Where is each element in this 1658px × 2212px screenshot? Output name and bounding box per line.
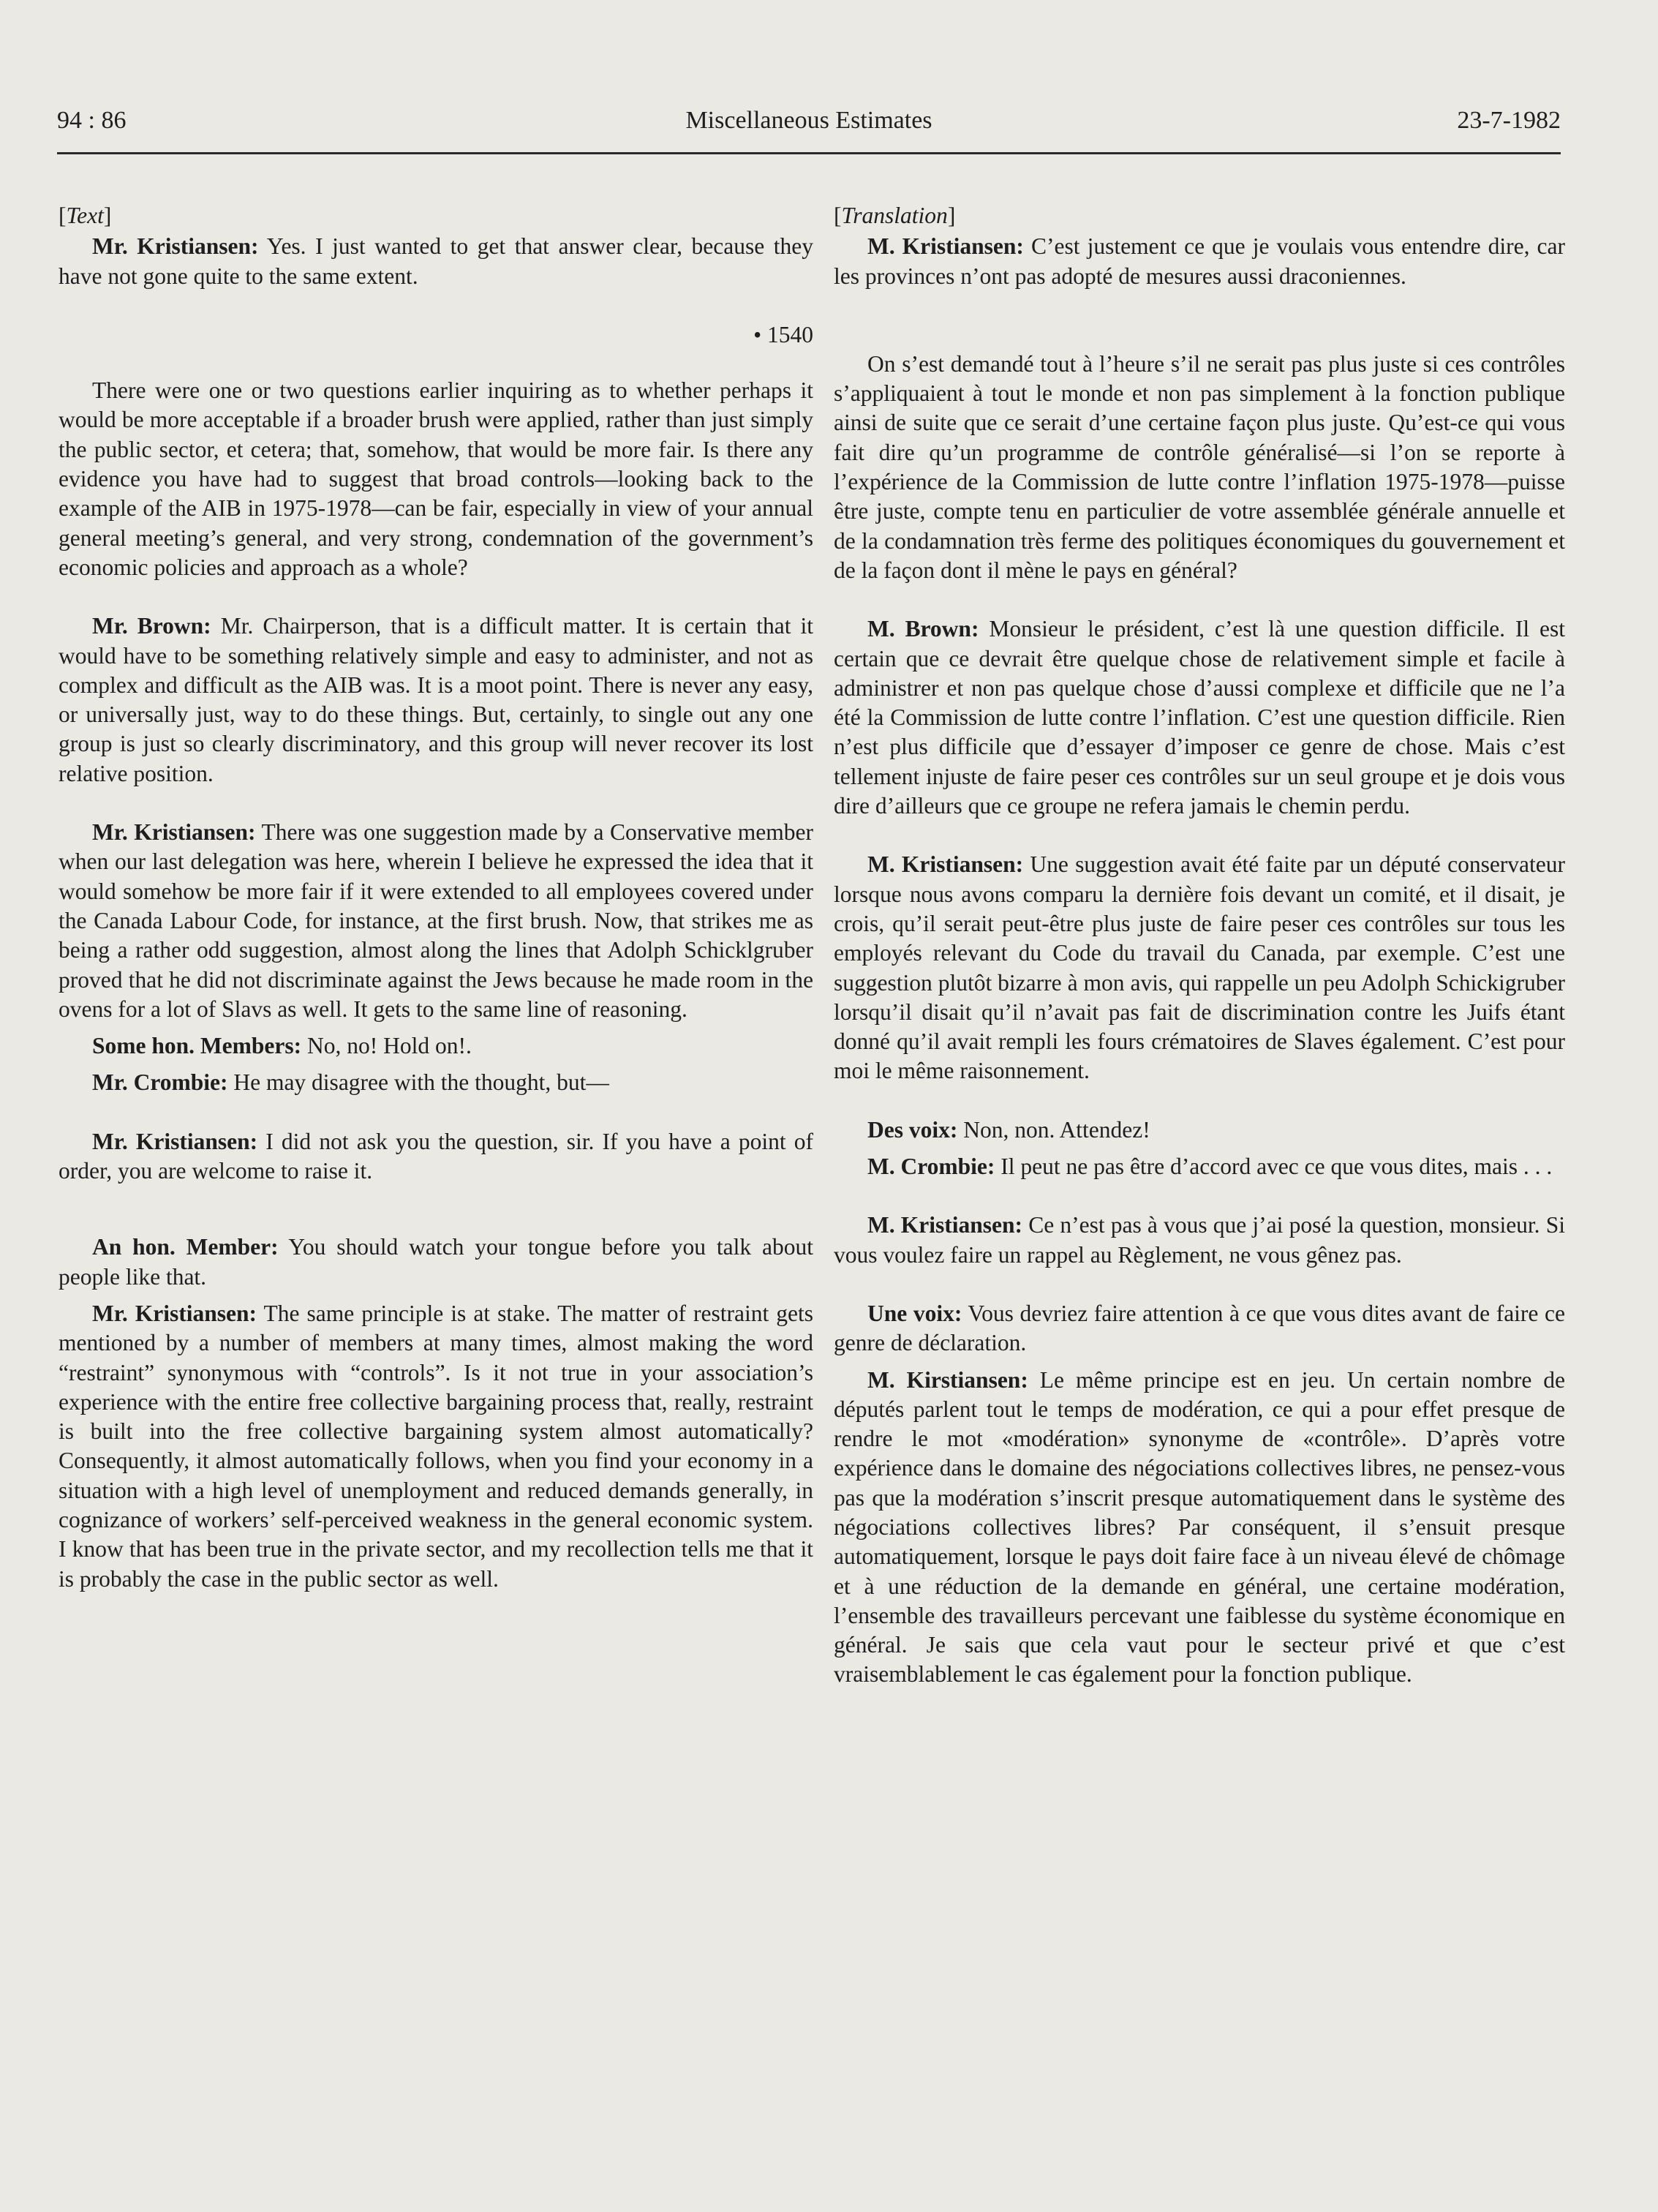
paragraph: [59, 1031, 813, 1061]
speaker: Some hon. Members:: [92, 1033, 302, 1059]
paragraph: [834, 1299, 1565, 1358]
section-label: [Text]: [59, 203, 112, 228]
speech: Il peut ne pas être d’accord avec ce que vous dites, mais . . .: [995, 1154, 1553, 1180]
speaker: Mr. Crombie:: [92, 1069, 228, 1096]
speaker: Une voix:: [867, 1300, 962, 1326]
speech: You should watch your tongue before you talk about people like that.: [59, 1234, 814, 1290]
left-column: [59, 201, 813, 1623]
paragraph: [834, 1116, 1565, 1145]
paragraph: [834, 1211, 1565, 1270]
speaker: Mr. Brown:: [92, 613, 211, 639]
paragraph: [59, 612, 813, 789]
right-column: [834, 201, 1565, 1719]
paragraph: [834, 1366, 1565, 1690]
speaker: M. Crombie:: [867, 1154, 995, 1180]
paragraph: [59, 1299, 813, 1594]
speech: There were one or two questions earlier inquiring as to whether perhaps it would be more acceptable if a broader brush were applied, rather than just simply the public sector, et cetera; that, somehow, that would be more fair. Is there any evidence you have had to suggest that broad controls—looking back to the example of the AIB in 1975-1978—can be fair, especially in view of your annual general meeting’s general, and very strong, condemnation of the government’s economic policies and approach as a whole?: [59, 377, 813, 580]
paragraph: [834, 1152, 1565, 1181]
speech: The same principle is at stake. The matter of restraint gets mentioned by a number of members at many times, almost making the word “restraint” synonymous with “controls”. Is it not true in your association’s experience with the entire free collective bargaining process that, really, restraint is built into the free collective bargaining system almost automatically? Consequently, it almost automatically follows, when you find your economy in a situation with a high level of unemployment and reduced demands generally, in cognizance of workers’ self-perceived weakness in the general economic system. I know that has been true in the private sector, and my recollection tells me that it is probably the case in the public sector as well.: [59, 1300, 813, 1592]
speech: C’est justement ce que je voulais vous entendre dire, car les provinces n’ont pas adopté de mesures aussi draconiennes.: [834, 233, 1566, 289]
speaker: M. Kristiansen:: [867, 851, 1024, 878]
running-header: [57, 107, 1561, 148]
speaker: Mr. Kristiansen:: [92, 819, 256, 846]
speech: There was one suggestion made by a Conservative member when our last delegation was here, wherein I believe he expressed the idea that it would somehow be more fair if it were extended to all employees covered under the Canada Labour Code, for instance, at the first brush. Now, that strikes me as being a rather odd suggestion, almost along the lines that Adolph Schicklgruber proved that he did not discriminate against the Jews because he made room in the ovens for a lot of Slavs as well. It gets to the same line of reasoning.: [59, 819, 814, 1022]
speech: He may disagree with the thought, but—: [227, 1069, 609, 1096]
paragraph: [59, 818, 813, 1024]
speech: Mr. Chairperson, that is a difficult matter. It is certain that it would have to be something relatively simple and easy to administer, and not as complex and difficult as the AIB was. It is a moot point. There is never any easy, or universally just, way to do these things. But, certainly, to single out any one group is just so clearly discriminatory, and this group will never recover its lost relative position.: [59, 613, 814, 786]
header-rule: [57, 152, 1561, 154]
paragraph: [59, 1233, 813, 1292]
speaker: Mr. Kristiansen:: [92, 1128, 258, 1154]
paragraph: [59, 376, 813, 582]
page-number: 94 : 86: [57, 107, 127, 134]
speaker: An hon. Member:: [92, 1234, 279, 1260]
speaker: M. Kirstiansen:: [867, 1366, 1028, 1393]
speech: Monsieur le président, c’est là une question difficile. Il est certain que ce devrait être quelque chose de relativement simple et facile à administrer et non pas quelque chose d’aussi complexe et difficile que ne l’a été la Commission de lutte contre l’inflation. C’est une question difficile. Rien n’est plus difficile que d’essayer d’imposer ce genre de chose. Mais c’est tellement injuste de faire peser ces contrôles sur un seul groupe et je dois vous dire d’ailleurs que ce groupe ne refera jamais le chemin perdu.: [834, 616, 1565, 819]
speech: I did not ask you the question, sir. If you have a point of order, you are welcome to raise it.: [59, 1128, 813, 1184]
paragraph: [834, 850, 1565, 1086]
speaker: Mr. Kristiansen:: [92, 1300, 257, 1326]
speech: Le même principe est en jeu. Un certain nombre de députés parlent tout le temps de modération, ce qui a pour effet presque de rendre le mot «modération» synonyme de «contrôle». D’après votre expérience dans le domaine des négociations collectives libres, ne pensez-vous pas que la modération s’inscrit presque automatiquement dans le système des négociations collectives libres? Par conséquent, il s’ensuit presque automatiquement, lorsque le pays doit faire face à un niveau élevé de chômage et à une réduction de la demande en général, une certaine modération, l’ensemble des travailleurs percevant une faiblesse du système économique en général. Je sais que cela vaut pour le secteur privé et que c’est vraisemblablement le cas également pour la fonction publique.: [834, 1366, 1566, 1688]
time-marker: • 1540: [753, 321, 813, 347]
speech: Yes. I just wanted to get that answer clear, because they have not gone quite to the same extent.: [59, 233, 813, 289]
paragraph: [834, 232, 1565, 291]
paragraph: [59, 1068, 813, 1097]
running-title: Miscellaneous Estimates: [685, 107, 932, 134]
speech: Non, non. Attendez!: [957, 1116, 1150, 1143]
speech: No, no! Hold on!.: [301, 1033, 472, 1059]
speaker: M. Kristiansen:: [867, 1212, 1023, 1238]
section-label: [Translation]: [834, 203, 956, 228]
speaker: M. Kristiansen:: [867, 233, 1024, 260]
speech: Vous devriez faire attention à ce que vous dites avant de faire ce genre de déclaration.: [834, 1300, 1565, 1356]
paragraph: [59, 1127, 813, 1186]
speech: Une suggestion avait été faite par un député conservateur lorsque nous avons comparu la dernière fois devant un comité, et il disait, je crois, qu’il serait peut-être plus juste de faire peser ces contrôles sur tous les employés relevant du Code du travail du Canada, par exemple. C’est une suggestion plutôt bizarre à mon avis, qui rappelle un peu Adolph Schickigruber lorsqu’il disait qu’il n’avait pas fait de discrimination contre les Juifs étant donné qu’il avait rempli les fours crématoires de Slaves également. C’est pour moi le même raisonnement.: [834, 851, 1566, 1084]
speaker: Mr. Kristiansen:: [92, 233, 259, 260]
speaker: Des voix:: [867, 1116, 958, 1143]
issue-date: 23-7-1982: [1457, 107, 1561, 134]
paragraph: [834, 350, 1565, 585]
speaker: M. Brown:: [867, 616, 979, 642]
speech: Ce n’est pas à vous que j’ai posé la question, monsieur. Si vous voulez faire un rappel au Règlement, ne vous gênez pas.: [834, 1212, 1565, 1268]
paragraph: [834, 614, 1565, 821]
paragraph: [59, 232, 813, 291]
speech: On s’est demandé tout à l’heure s’il ne serait pas plus juste si ces contrôles s’appliquaient à tout le monde et non pas simplement à la fonction publique ainsi de suite que ce serait d’une certaine façon plus juste. Qu’est-ce qui vous fait dire qu’un programme de contrôle généralisé—si l’on se reporte à l’expérience de la Commission de lutte contre l’inflation 1975-1978—puisse être juste, compte tenu en particulier de votre assemblée générale annuelle et de la condamnation très ferme des politiques économiques du gouvernement et de la façon dont il mène le pays en général?: [834, 350, 1565, 583]
